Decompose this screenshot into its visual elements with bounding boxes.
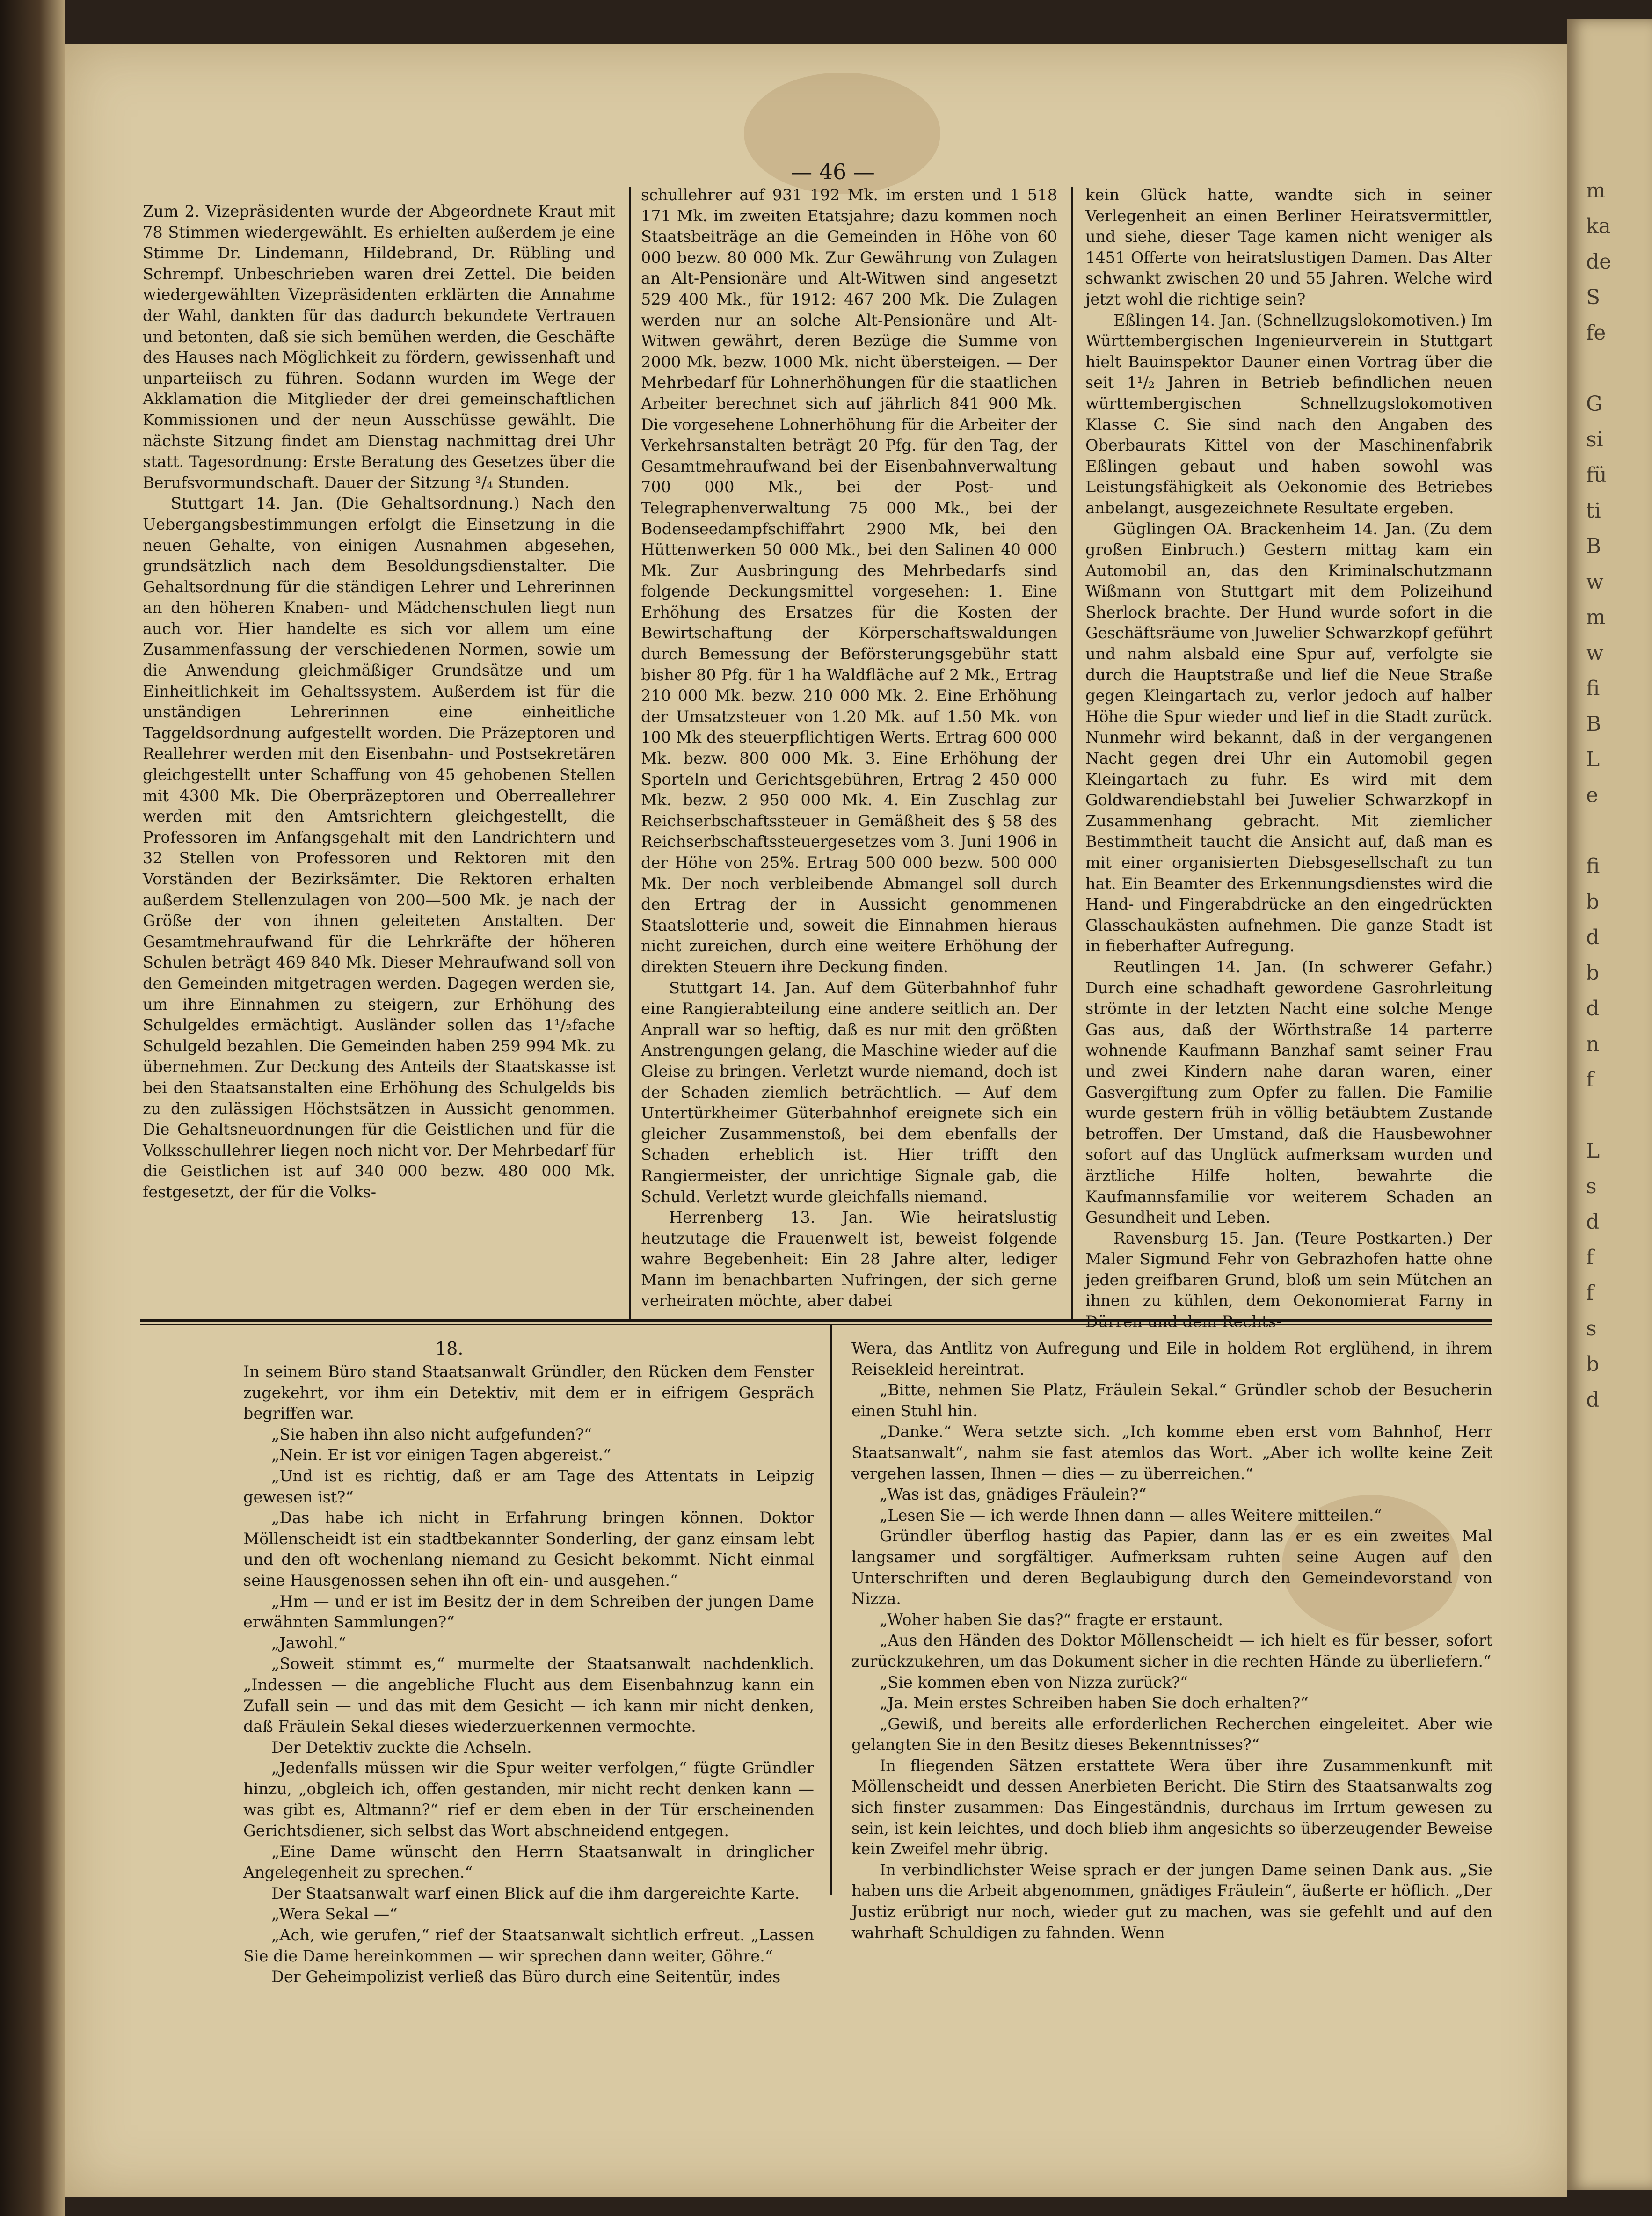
article-paragraph: Eßlingen 14. Jan. (Schnellzugslokomotiven.) Im Württembergischen Ingenieurverein in Stuttgart hielt Bauinspektor Dauner einen Vortrag über die seit 1¹/₂ Jahren in Betrieb befindlichen neuen württembergischen Schnellzugslokomotiven Klasse C. Sie sind nach den Angaben des Oberbaurats Kittel von der Maschinenfabrik Eßlingen gebaut und haben sowohl was Leistungsfähigkeit als Oekonomie des Betriebes anbelangt, ausgezeichnete Resultate ergeben. (1085, 311, 1492, 517)
serial-paragraph: In fliegenden Sätzen erstattete Wera über ihre Zusammenkunft mit Möllenscheidt und dessen Anerbieten Bericht. Die Stirn des Staatsanwalts zog sich finster zusammen: Das Eingeständnis, durchaus im Irrtum gewesen zu sein, ist kein leichtes, und doch blieb ihm angesichts so überzeugender Beweise kein Zweifel mehr übrig. (851, 1756, 1492, 1859)
column-divider (629, 187, 631, 1319)
article-paragraph: Reutlingen 14. Jan. (In schwerer Gefahr.) Durch eine schadhaft gewordene Gasrohrleitung strömte in der letzten Nacht eine solche Menge Gas aus, daß der Wörthstraße 14 parterre wohnende Kaufmann Banzhaf samt seiner Frau und zwei Kindern nahe daran waren, einer Gasvergiftung zum Opfer zu fallen. Die Familie wurde gestern früh in völlig betäubtem Zustande betroffen. Der Umstand, daß die Hausbewohner sofort auf das Unglück aufmerksam wurden und ärztliche Hilfe holten, bewahrte die Kaufmannsfamilie vor weiterem Schaden an Gesundheit und Leben. (1085, 957, 1492, 1227)
serial-paragraph: „Ja. Mein erstes Schreiben haben Sie doch erhalten?“ (880, 1694, 1309, 1713)
serial-paragraph: „Jawohl.“ (271, 1633, 346, 1652)
news-column-1 (143, 201, 615, 1203)
article-paragraph: Herrenberg 13. Jan. Wie heiratslustig heutzutage die Frauenwelt ist, beweist folgende wahre Begebenheit: Ein 28 Jahre alter, lediger Mann im benachbarten Nufringen, der sich gerne verheiraten möchte, aber dabei (641, 1208, 1057, 1310)
serial-paragraph: „Woher haben Sie das?“ fragte er erstaunt. (880, 1610, 1223, 1629)
serial-paragraph: „Ach, wie gerufen,“ rief der Staatsanwalt sichtlich erfreut. „Lassen Sie die Dame hereinkommen — wir sprechen dann weiter, Göhre.“ (243, 1926, 814, 1965)
serial-paragraph: Der Detektiv zuckte die Achseln. (271, 1738, 532, 1757)
article-paragraph: schullehrer auf 931 192 Mk. im ersten und 1 518 171 Mk. im zweiten Etatsjahre; dazu kommen noch Staatsbeiträge an die Gemeinden in Höhe von 60 000 bezw. 80 000 Mk. Zur Gewährung von Zulagen an Alt-Pensionäre und Alt-Witwen sind angesetzt 529 400 Mk., für 1912: 467 200 Mk. Die Zulagen werden nur an solche Alt-Pensionäre und Alt-Witwen gewährt, deren Bezüge die Summe von 2000 Mk. bezw. 1000 Mk. nicht übersteigen. — Der Mehrbedarf für Lohnerhöhungen für die staatlichen Arbeiter berechnet sich auf jährlich 841 900 Mk. Die vorgesehene Lohnerhöhung für die Arbeiter der Verkehrsanstalten beträgt 20 Pfg. für den Tag, der Gesamtmehraufwand bei der Eisenbahnverwaltung 700 000 Mk., bei der Post- und Telegraphenverwaltung 75 000 Mk., bei der Bodenseedampfschiffahrt 2900 Mk, bei den Hüttenwerken 50 000 Mk., bei den Salinen 40 000 Mk. Zur Ausbringung des Mehrbedarfs sind folgende Deckungsmittel vorgesehen: 1. Eine Erhöhung des Ersatzes für die Kosten der Bewirtschaftung der Körperschaftswaldungen durch Bemessung der Beförsterungsgebühr statt bisher 80 Pfg. für 1 ha Waldfläche auf 2 Mk., Ertrag 210 000 Mk. bezw. 210 000 Mk. 2. Eine Erhöhung der Umsatzsteuer von 1.20 Mk. auf 1.50 Mk. von 100 Mk des steuerpflichtigen Werts. Ertrag 600 000 Mk. bezw. 800 000 Mk. 3. Eine Erhöhung der Sporteln und Gerichtsgebühren, Ertrag 2 450 000 Mk. bezw. 2 950 000 Mk. 4. Ein Zuschlag zur Reichserbschaftssteuer in Gemäßheit des § 58 des Reichserbschaftssteuergesetzes vom 3. Juni 1906 in der Höhe von 25%. Ertrag 500 000 bezw. 500 000 Mk. Der noch verbleibende Abmangel soll durch den Ertrag der in Aussicht genommenen Staatslotterie und, soweit die Einnahmen hieraus nicht zureichen, durch eine weitere Erhöhung der direkten Steuern ihre Deckung finden. (641, 186, 1057, 976)
serial-paragraph: „Und ist es richtig, daß er am Tage des Attentats in Leipzig gewesen ist?“ (243, 1466, 814, 1506)
book-spine-shadow (0, 0, 65, 2216)
article-paragraph: Ravensburg 15. Jan. (Teure Postkarten.) Der Maler Sigmund Fehr von Gebrazhofen hatte ohne jeden greifbaren Grund, bloß um sein Mütchen an ihnen zu kühlen, dem Oekonomierat Farny in Dürren und dem Rechts- (1085, 1229, 1492, 1331)
serial-paragraph: „Jedenfalls müssen wir die Spur weiter verfolgen,“ fügte Gründler hinzu, „obgleich ich, offen gestanden, mir nicht recht denken kann — was gibt es, Altmann?“ rief er dem eben in der Tür erscheinenden Gerichtsdiener, sich selbst das Wort abschneidend entgegen. (243, 1759, 814, 1840)
article-paragraph: Stuttgart 14. Jan. (Die Gehaltsordnung.) Nach den Uebergangsbestimmungen erfolgt die Einsetzung in die neuen Gehalte, von einigen Ausnahmen abgesehen, grundsätzlich nach dem Besoldungsdienstalter. Die Gehaltsordnung für die ständigen Lehrer und Lehrerinnen an den höheren Knaben- und Mädchenschulen liegt nun auch vor. Hier handelte es sich vor allem um eine Zusammenfassung der verschiedenen Normen, sowie um die Anwendung gleichmäßiger Grundsätze und um Einheitlichkeit im Gehaltssystem. Außerdem ist für die unständigen Lehrerinnen eine einheitliche Taggeldsordnung aufgestellt worden. Die Präzeptoren und Reallehrer werden mit den Eisenbahn- und Postsekretären gleichgestellt unter Schaffung von 45 gehobenen Stellen mit 4300 Mk. Die Oberpräzeptoren und Oberreallehrer werden mit den Amtsrichtern gleichgestellt, die Professoren im Anfangsgehalt mit den Landrichtern und 32 Stellen von Professoren und Rektoren mit den Vorständen der Bezirksämter. Die Rektoren erhalten außerdem Stellenzulagen von 200—500 Mk. je nach der Größe der von ihnen geleiteten Anstalten. Der Gesamtmehraufwand für die Lehrkräfte der höheren Schulen beträgt 469 840 Mk. Dieser Mehraufwand soll von den Gemeinden mitgetragen werden. Dagegen werden sie, um ihre Einnahmen zu steigern, zur Erhöhung des Schulgeldes ermächtigt. Ausländer sollen das 1¹/₂fache Schulgeld bezahlen. Die Gemeinden haben 259 994 Mk. zu übernehmen. Zur Deckung des Anteils der Staatskasse ist bei den Staatsanstalten eine Erhöhung des Schulgelds bis zu den zulässigen Höchstsätzen in Aussicht genommen. Die Gehaltsneuordnungen für die Geistlichen und für die Volksschullehrer liegen noch nicht vor. Der Mehrbedarf für die Geistlichen ist auf 340 000 bezw. 480 000 Mk. festgesetzt, der für die Volks- (143, 494, 615, 1201)
serial-paragraph: „Wera Sekal —“ (271, 1905, 398, 1924)
serial-paragraph: „Sie haben ihn also nicht aufgefunden?“ (271, 1425, 592, 1443)
serial-paragraph: In verbindlichster Weise sprach er der jungen Dame seinen Dank aus. „Sie haben uns die Arbeit abgenommen, gnädiges Fräulein“, äußerte er höflich. „Der Justiz erübrigt nur noch, wieder gut zu machen, was sie gefehlt und auf den wahrhaft Schuldigen zu fahnden. Wenn (851, 1860, 1492, 1942)
article-paragraph: Zum 2. Vizepräsidenten wurde der Abgeordnete Kraut mit 78 Stimmen wiedergewählt. Es erhielten außerdem je eine Stimme Dr. Lindemann, Hildebrand, Dr. Rübling und Schrempf. Unbeschrieben waren drei Zettel. Die beiden wiedergewählten Vizepräsidenten erklärten die Annahme der Wahl, dankten für das dadurch bekundete Vertrauen und betonten, daß sie sich bemühen werden, die Geschäfte des Hauses nach Möglichkeit zu fördern, gewissenhaft und unparteiisch zu führen. Sodann wurden im Wege der Akklamation die Mitglieder der drei gemeinschaftlichen Kommissionen und der neun Ausschüsse gewählt. Die nächste Sitzung findet am Dienstag nachmittag drei Uhr statt. Tagesordnung: Erste Beratung des Gesetzes über die Berufsvormundschaft. Dauer der Sitzung ³/₄ Stunden. (143, 202, 615, 492)
serial-paragraph: „Lesen Sie — ich werde Ihnen dann — alles Weitere mitteilen.“ (880, 1506, 1382, 1524)
serial-paragraph: „Was ist das, gnädiges Fräulein?“ (880, 1485, 1147, 1504)
serial-paragraph: „Gewiß, und bereits alle erforderlichen Recherchen eingeleitet. Aber wie gelangten Sie in den Besitz dieses Bekenntnisses?“ (851, 1714, 1492, 1754)
news-column-3 (1085, 185, 1492, 1333)
serial-paragraph: In seinem Büro stand Staatsanwalt Gründler, den Rücken dem Fenster zugekehrt, vor ihm ein Detektiv, mit dem er in eifrigem Gespräch begriffen war. (243, 1363, 814, 1423)
serial-paragraph: Der Geheimpolizist verließ das Büro durch eine Seitentür, indes (271, 1968, 781, 1986)
adjacent-page-edge (1567, 19, 1652, 2190)
serial-paragraph: „Sie kommen eben von Nizza zurück?“ (880, 1673, 1188, 1691)
serial-column-left (243, 1362, 814, 1988)
article-paragraph: kein Glück hatte, wandte sich in seiner Verlegenheit an einen Berliner Heiratsvermittler, und siehe, dieser Tage kamen nicht weniger als 1451 Offerte von heiratslustigen Damen. Das Alter schwankt zwischen 20 und 55 Jahren. Welche wird jetzt wohl die richtige sein? (1085, 186, 1492, 308)
serial-installment-number: 18. (435, 1338, 464, 1359)
article-paragraph: Stuttgart 14. Jan. Auf dem Güterbahnhof fuhr eine Rangierabteilung eine andere seitlich an. Der Anprall war so heftig, daß es nur mit den größten Anstrengungen gelang, die Maschine wieder auf die Gleise zu bringen. Verletzt wurde niemand, doch ist der Schaden ziemlich beträchtlich. — Auf dem Untertürkheimer Güterbahnhof ereignete sich ein gleicher Zusammenstoß, bei dem ebenfalls der Schaden erheblich ist. Hier trifft den Rangiermeister, der unrichtige Signale gab, die Schuld. Verletzt wurde gleichfalls niemand. (641, 978, 1057, 1206)
feuilleton-column-divider (830, 1324, 832, 1895)
page-number: — 46 — (791, 159, 875, 184)
serial-paragraph: „Nein. Er ist vor einigen Tagen abgereist.“ (271, 1446, 611, 1465)
serial-paragraph: Gründler überflog hastig das Papier, dann las er es ein zweites Mal langsamer und sorgfältiger. Aufmerksam ruhten seine Augen auf den Unterschriften und deren Beglaubigung durch den Gemeindevorstand von Nizza. (851, 1527, 1492, 1608)
serial-paragraph: Der Staatsanwalt warf einen Blick auf die ihm dargereichte Karte. (271, 1884, 800, 1903)
serial-paragraph: „Eine Dame wünscht den Herrn Staatsanwalt in dringlicher Angelegenheit zu sprechen.“ (243, 1842, 814, 1882)
serial-paragraph: „Aus den Händen des Doktor Möllenscheidt — ich hielt es für besser, sofort zurückzukehren, um das Dokument sicher in die rechten Hände zu überliefern.“ (851, 1631, 1492, 1670)
serial-paragraph: „Soweit stimmt es,“ murmelte der Staatsanwalt nachdenklich. „Indessen — die angebliche Flucht aus dem Eisenbahnzug kann ein Zufall sein — und das mit dem Gesicht — ich kann mir nicht denken, daß Fräulein Sekal dieses wiederzuerkennen vermochte. (243, 1655, 814, 1736)
serial-paragraph: „Danke.“ Wera setzte sich. „Ich komme eben erst vom Bahnhof, Herr Staatsanwalt“, nahm sie fast atemlos das Wort. „Aber ich wollte keine Zeit vergehen lassen, Ihnen — dies — zu überreichen.“ (851, 1422, 1492, 1483)
serial-paragraph: „Das habe ich nicht in Erfahrung bringen können. Doktor Möllenscheidt ist ein stadtbekannter Sonderling, der ganz einsam lebt und den oft wochenlang niemand zu Gesicht bekommt. Nicht einmal seine Hausgenossen sehen ihn oft ein- und ausgehen.“ (243, 1509, 814, 1589)
column-divider (1071, 187, 1073, 1319)
serial-paragraph: Wera, das Antlitz von Aufregung und Eile in holdem Rot erglühend, in ihrem Reisekleid hereintrat. (851, 1339, 1492, 1378)
article-paragraph: Güglingen OA. Brackenheim 14. Jan. (Zu dem großen Einbruch.) Gestern mittag kam ein Automobil an, das den Kriminalschutzmann Wißmann von Stuttgart mit dem Polizeihund Sherlock brachte. Der Hund wurde sofort in die Geschäftsräume von Juwelier Schwarzkopf geführt und nahm alsbald eine Spur auf, verfolgte sie durch die Hauptstraße und lief die Neue Straße gegen Kleingartach zu, verlor jedoch auf halber Höhe die Spur wieder und lief in die Stadt zurück. Nunmehr wird bekannt, daß in der vergangenen Nacht gegen drei Uhr ein Automobil gegen Kleingartach zu fuhr. Es wird mit dem Goldwarendiebstahl bei Juwelier Schwarzkopf in Zusammenhang gebracht. Mit ziemlicher Bestimmtheit taucht die Ansicht auf, daß man es mit einer organisierten Diebsgesellschaft zu tun hat. Ein Beamter des Erkennungsdienstes wird die Hand- und Fingerabdrücke an den eingedrückten Glasschaukästen aufnehmen. Die ganze Stadt ist in fieberhafter Aufregung. (1085, 519, 1492, 955)
serial-column-right (851, 1338, 1492, 1943)
adjacent-page-text-fragment: m ka de S fe G si fü ti B w m w fi B L e fi b d b d n f L s d f f s b d (1586, 179, 1612, 1412)
news-column-2 (641, 185, 1057, 1312)
serial-paragraph: „Hm — und er ist im Besitz der in dem Schreiben der jungen Dame erwähnten Sammlungen?“ (243, 1592, 814, 1632)
serial-paragraph: „Bitte, nehmen Sie Platz, Fräulein Sekal.“ Gründler schob der Besucherin einen Stuhl hin. (851, 1381, 1492, 1420)
